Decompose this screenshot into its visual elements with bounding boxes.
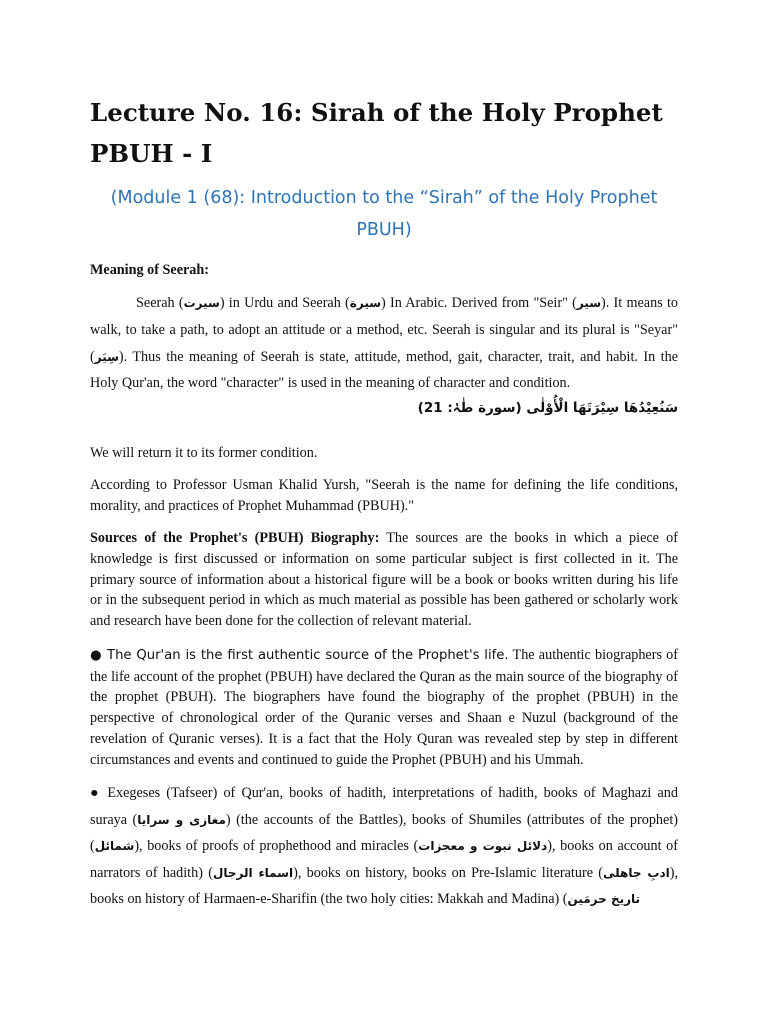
text-run: ) In Arabic. Derived from "Seir" (	[381, 295, 577, 311]
bullet-exegeses	[90, 780, 678, 913]
text-run: ), books of proofs of prophethood and miracles (	[134, 838, 419, 854]
sources-heading: Sources of the Prophet's (PBUH) Biography:	[90, 530, 380, 546]
meaning-paragraph	[90, 290, 678, 397]
arabic-term: ادبِ جاهلی	[602, 865, 670, 880]
arabic-term: دلائل نبوت و معجزات	[418, 839, 548, 853]
text-run: ), books on account of narrators of hadith) (	[90, 838, 678, 881]
arabic-term: سیرت	[183, 296, 220, 310]
text-run: The sources are the books in which a piece of knowledge is first discussed or information on some particular subject is first collected in it. The primary source of information about a historical figure will be a book or books written during his life or in the subsequent period in which as much material as possible has been gathered or scholarly work and research have been done for the collection of relevant material.	[90, 530, 678, 630]
text-run: Seerah (	[136, 295, 184, 311]
arabic-term: اسماء الرجال	[212, 865, 294, 880]
quran-verse: سَنُعِيْدُهَا سِيْرَتَهَا الْأُوْلٰى (سورة طٰہٰ: 21)	[417, 400, 678, 416]
arabic-term: سیر	[576, 296, 602, 310]
text-run: The authentic biographers of the life account of the prophet (PBUH) have declared the Quran as the main source of the biography of the prophet (PBUH). The biographers have found the biography of the prophet (PBUH) in the perspective of chronological order of the Quranic verses and Shaan e Nuzul (background of the revelation of Quranic verses). It is a fact that the Holy Quran was revealed step by step in different circumstances and events and continued to guide the Prophet (PBUH) and his Ummah.	[90, 647, 679, 768]
text-run: ), books on history, books on Pre-Islamic literature (	[293, 864, 603, 881]
text-run: ). Thus the meaning of Seerah is state, attitude, method, gait, character, trait, and habit. In the Holy Qur'an, the word "character" is used in the meaning of character and condition.	[90, 348, 678, 392]
text-run: ). It means to walk, to take a path, to adopt an attitude or a method, etc. Seerah is singular and its plural is "Seyar" (	[90, 295, 678, 365]
module-heading: (Module 1 (68): Introduction to the “Sirah” of the Holy Prophet PBUH)	[110, 188, 658, 240]
lecture-title: Lecture No. 16: Sirah of the Holy Prophet PBUH - I	[90, 98, 663, 168]
text-run: ) (the accounts of the Battles), books of Shumiles (attributes of the prophet) (	[90, 811, 678, 854]
arabic-term: سیرة	[349, 296, 382, 310]
arabic-term: سِیَر	[94, 349, 119, 364]
bullet-lead: ● The Qur'an is the first authentic source of the Prophet's life.	[90, 648, 509, 663]
arabic-term: تاریخ حرمَین	[567, 892, 641, 906]
text-run: ● Exegeses (Tafseer) of Qur'an, books of hadith, interpretations of hadith, books of Maghazi and suraya (	[90, 785, 678, 828]
arabic-term: مغازی و سرایا	[137, 812, 226, 827]
verse-translation: We will return it to its former condition.	[90, 445, 318, 461]
text-run: ), books on history of Harmaen-e-Sharifin (the two holy cities: Makkah and Madina) (	[90, 864, 679, 907]
definition-paragraph: According to Professor Usman Khalid Yursh, "Seerah is the name for defining the life conditions, morality, and practices of Prophet Muhammad (PBUH)."	[90, 477, 678, 514]
text-run: ) in Urdu and Seerah (	[219, 295, 350, 311]
meaning-heading: Meaning of Seerah:	[90, 262, 210, 278]
arabic-term: شمائل	[94, 839, 135, 853]
sources-paragraph	[90, 528, 678, 632]
bullet-quran	[90, 645, 678, 770]
